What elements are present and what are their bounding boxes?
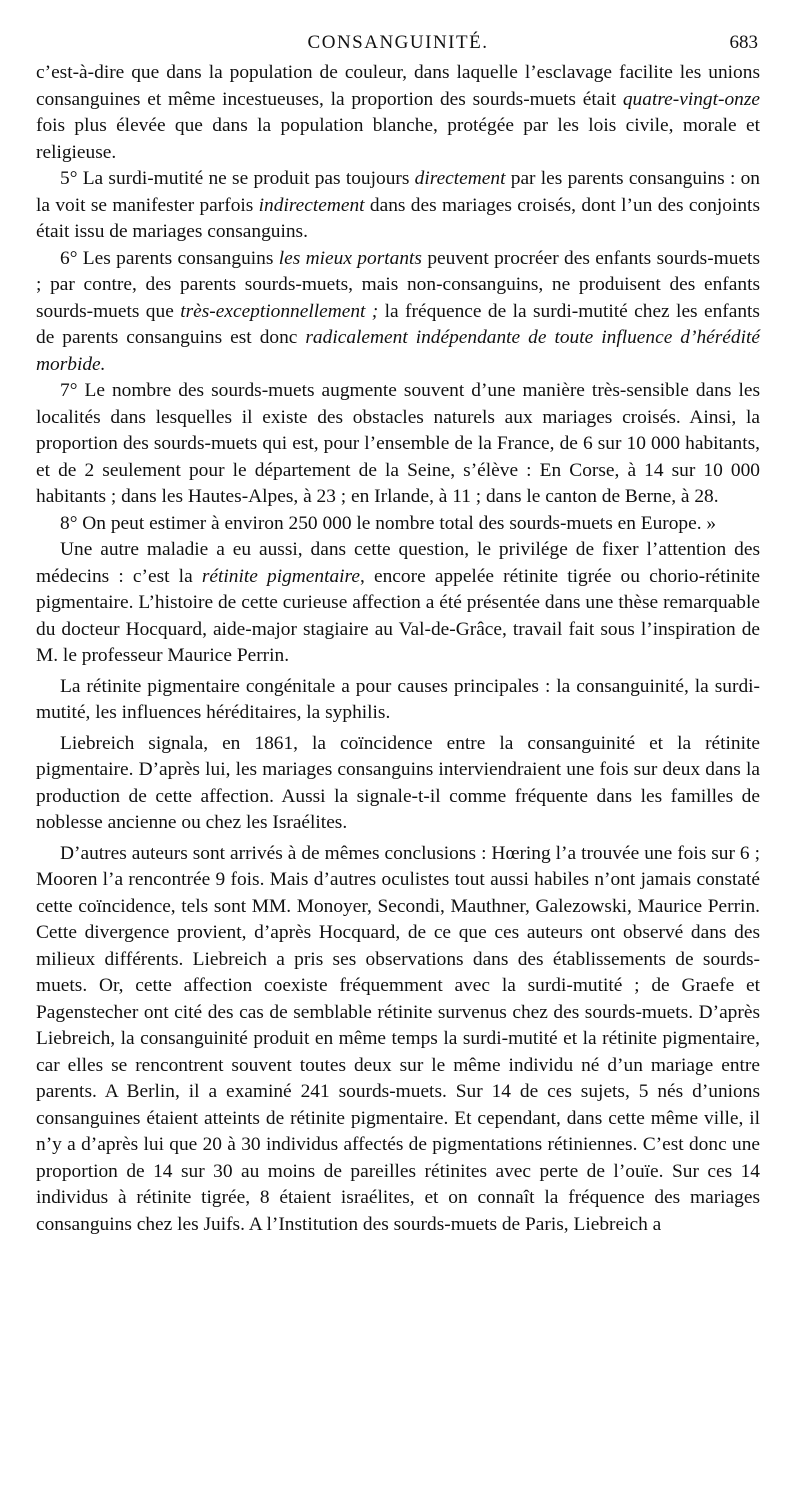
- running-title: CONSANGUINITÉ.: [307, 32, 489, 53]
- paragraph-9: [36, 841, 760, 1239]
- paragraph-6: [36, 537, 760, 670]
- paragraph-8: [36, 731, 760, 837]
- italic-text: radicalement indépendante de toute influence d’hérédité morbide.: [36, 327, 760, 375]
- body-text: [36, 60, 760, 1238]
- paragraph-5: [36, 511, 760, 538]
- text-run: 7° Le nombre des sourds-muets augmente souvent d’une manière très-sensible dans les localités dans lesquelles il existe des obstacles naturels aux mariages croisés. Ainsi, la proportion des sourds-muets qui est, pour l’ensemble de la France, de 6 sur 10 000 habitants, et de 2 seulement pour le département de la Seine, s’élève : En Corse, à 14 sur 10 000 habitants ; dans les Hautes-Alpes, à 23 ; en Irlande, à 11 ; dans le canton de Berne, à 28.: [36, 380, 760, 507]
- text-run: 8° On peut estimer à environ 250 000 le nombre total des sourds-muets en Europe. »: [60, 512, 717, 534]
- paragraph-7: [36, 674, 760, 727]
- text-run: , encore appelée rétinite tigrée ou chorio-rétinite pigmentaire. L’histoire de cette curieuse affection a été présentée dans une thèse remarquable du docteur Hocquard, aide-major stagiaire au Val-de-Grâce, travail fait sous l’inspiration de M. le professeur Maurice Perrin.: [36, 565, 761, 666]
- text-run: 6° Les parents consanguins: [60, 247, 279, 269]
- italic-text: très-exceptionnellement ;: [180, 300, 379, 322]
- italic-text: directement: [414, 168, 506, 189]
- text-run: la fréquence de la surdi-mutité chez les enfants de parents consanguins est donc: [36, 300, 760, 348]
- italic-text: quatre-vingt-onze: [622, 88, 760, 110]
- text-run: 5° La surdi-mutité ne se produit pas toujours: [60, 168, 415, 189]
- text-run: dans des mariages croisés, dont l’un des conjoints était issu de mariages consanguins.: [36, 194, 760, 242]
- text-run: par les parents consanguins : on la voit se manifester parfois: [36, 168, 760, 216]
- italic-text: les mieux portants: [278, 247, 422, 269]
- italic-text: indirectement: [258, 194, 365, 216]
- paragraph-3: [36, 246, 760, 379]
- paragraph-4: [36, 378, 760, 511]
- text-run: c’est-à-dire que dans la population de couleur, dans laquelle l’esclavage facilite les unions consanguines et même incestueuses, la proportion des sourds-muets était: [36, 62, 760, 110]
- text-run: peuvent procréer des enfants sourds-muets ; par contre, des parents sourds-muets, mais non-consanguins, ne produisent des enfants sourds-muets que: [36, 247, 760, 322]
- page-header: [36, 28, 760, 60]
- text-run: Une autre maladie a eu aussi, dans cette question, le privilége de fixer l’attention des médecins : c’est la: [36, 539, 760, 587]
- italic-text: rétinite pigmentaire: [201, 565, 360, 587]
- text-run: D’autres auteurs sont arrivés à de mêmes conclusions : Hœring l’a trouvée une fois sur 6 ; Mooren l’a rencontrée 9 fois. Mais d’autres oculistes tout aussi habiles n’ont jamais constaté cette coïncidence, tels sont MM. Monoyer, Secondi, Mauthner, Galezowski, Maurice Perrin. Cette divergence provient, d’après Hocquard, de ce que ces auteurs ont observé dans des milieux différents. Liebreich a pris ses observations dans des établissements de sourds-muets. Or, cette affection coexiste fréquemment avec la surdi-mutité ; de Graefe et Pagenstecher ont cité des cas de semblable rétinite survenus chez des sourds-muets. D’après Liebreich, la consanguinité produit en même temps la surdi-mutité et la rétinite pigmentaire, car elles se rencontrent souvent toutes deux sur le même individu né d’un mariage entre parents. A Berlin, il a examiné 241 sourds-muets. Sur 14 de ces sujets, 5 nés d’unions consanguines étaient atteints de rétinite pigmentaire. Et cependant, dans cette même ville, il n’y a d’après lui que 20 à 30 individus affectés de pigmentations rétiniennes. C’est donc une proportion de 14 sur 30 au moins de pareilles rétinites avec perte de l’ouïe. Sur ces 14 individus à rétinite tigrée, 8 étaient israélites, et on connaît la fréquence des mariages consanguins chez les Juifs. A l’Institution des sourds-muets de Paris, Liebreich a: [36, 842, 760, 1235]
- text-run: fois plus élevée que dans la population blanche, protégée par les lois civile, morale et religieuse.: [36, 115, 760, 163]
- text-run: La rétinite pigmentaire congénitale a pour causes principales : la consanguinité, la surdi-mutité, les influences héréditaires, la syphilis.: [36, 675, 760, 723]
- paragraph-2: [36, 166, 760, 246]
- text-run: Liebreich signala, en 1861, la coïncidence entre la consanguinité et la rétinite pigmentaire. D’après lui, les mariages consanguins interviendraient une fois sur deux dans la production de cette affection. Aussi la signale-t-il comme fréquente dans les familles de noblesse ancienne ou chez les Israélites.: [36, 732, 760, 833]
- paragraph-1: [36, 60, 760, 166]
- page-number: 683: [729, 32, 758, 53]
